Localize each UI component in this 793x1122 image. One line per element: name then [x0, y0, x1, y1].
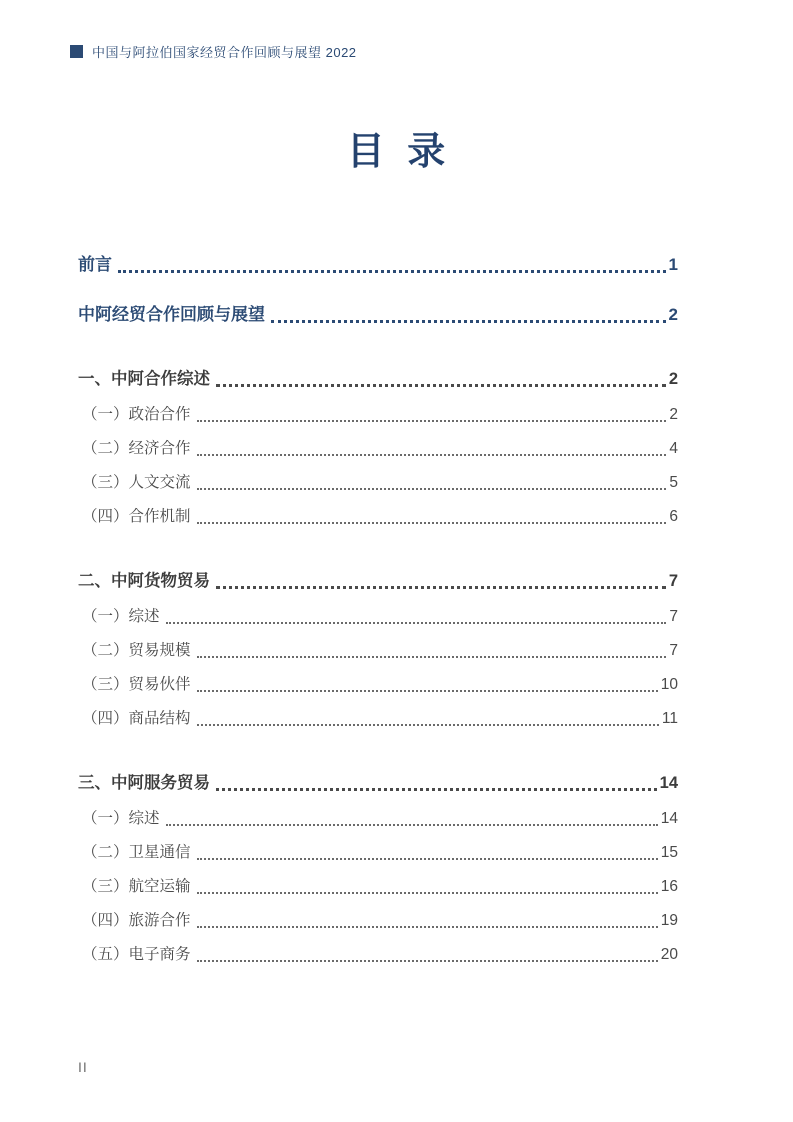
toc-entry-label: （三）人文交流 [82, 474, 191, 491]
toc-entry-page: 1 [668, 255, 678, 274]
toc-entry-label: （五）电子商务 [82, 946, 191, 963]
toc-leader-dots [197, 960, 658, 962]
toc-entry-page: 4 [669, 440, 678, 457]
toc-entry-label: （三）贸易伙伴 [82, 676, 191, 693]
toc-entry[interactable] [78, 771, 678, 795]
toc-entry-label: （四）商品结构 [82, 710, 191, 727]
toc-entry-label: 前言 [78, 255, 112, 274]
toc-entry-page: 16 [660, 878, 678, 895]
toc-entry[interactable] [78, 253, 678, 277]
toc-leader-dots [216, 586, 666, 589]
toc-entry[interactable] [78, 875, 678, 899]
toc-entry-label: （一）综述 [82, 810, 160, 827]
toc-entry-page: 5 [669, 474, 678, 491]
toc-entry-page: 11 [661, 710, 678, 727]
toc-entry-label: （一）综述 [82, 608, 160, 625]
toc-entry-label: （二）经济合作 [82, 440, 191, 457]
page-number: II [78, 1059, 88, 1075]
toc-entry-label: 二、中阿货物贸易 [78, 572, 210, 590]
table-of-contents [78, 253, 678, 977]
toc-entry-page: 6 [669, 508, 678, 525]
toc-entry-label: （四）旅游合作 [82, 912, 191, 929]
toc-leader-dots [197, 488, 667, 490]
toc-entry-page: 7 [669, 608, 678, 625]
toc-entry[interactable] [78, 909, 678, 933]
toc-entry[interactable] [78, 807, 678, 831]
toc-entry[interactable] [78, 569, 678, 593]
running-header-title: 中国与阿拉伯国家经贸合作回顾与展望 2022 [92, 45, 357, 60]
toc-entry-label: 中阿经贸合作回顾与展望 [78, 305, 265, 324]
toc-entry[interactable] [78, 437, 678, 461]
toc-entry[interactable] [78, 707, 678, 731]
toc-entry[interactable] [78, 367, 678, 391]
toc-entry[interactable] [78, 471, 678, 495]
toc-entry-page: 7 [669, 642, 678, 659]
toc-leader-dots [197, 522, 667, 524]
toc-entry[interactable] [78, 605, 678, 629]
toc-leader-dots [197, 690, 658, 692]
toc-entry[interactable] [78, 303, 678, 327]
toc-entry[interactable] [78, 505, 678, 529]
toc-entry-label: （一）政治合作 [82, 406, 191, 423]
toc-entry-label: 三、中阿服务贸易 [78, 774, 210, 792]
toc-leader-dots [197, 656, 667, 658]
toc-leader-dots [197, 858, 658, 860]
toc-leader-dots [197, 454, 667, 456]
toc-entry-page: 14 [659, 774, 678, 792]
toc-leader-dots [197, 892, 658, 894]
toc-entry[interactable] [78, 639, 678, 663]
toc-leader-dots [197, 926, 658, 928]
toc-entry-page: 19 [660, 912, 678, 929]
bullet-square-icon [70, 45, 83, 58]
toc-entry-page: 15 [660, 844, 678, 861]
toc-entry-page: 2 [668, 305, 678, 324]
toc-entry-label: （三）航空运输 [82, 878, 191, 895]
toc-entry[interactable] [78, 403, 678, 427]
toc-entry[interactable] [78, 841, 678, 865]
running-header [70, 42, 357, 61]
toc-leader-dots [216, 384, 666, 387]
toc-entry-label: 一、中阿合作综述 [78, 370, 210, 388]
toc-entry[interactable] [78, 943, 678, 967]
toc-leader-dots [197, 724, 659, 726]
toc-entry-label: （二）卫星通信 [82, 844, 191, 861]
toc-leader-dots [216, 788, 657, 791]
toc-entry-page: 2 [668, 370, 678, 388]
toc-leader-dots [271, 320, 666, 323]
toc-leader-dots [197, 420, 667, 422]
toc-entry-page: 20 [660, 946, 678, 963]
toc-entry-page: 10 [660, 676, 678, 693]
toc-entry[interactable] [78, 673, 678, 697]
toc-leader-dots [166, 824, 658, 826]
toc-leader-dots [118, 270, 666, 273]
page-title: 目 录 [346, 131, 447, 173]
toc-entry-page: 7 [668, 572, 678, 590]
toc-entry-page: 2 [669, 406, 678, 423]
toc-entry-label: （二）贸易规模 [82, 642, 191, 659]
toc-entry-page: 14 [660, 810, 678, 827]
toc-entry-label: （四）合作机制 [82, 508, 191, 525]
toc-leader-dots [166, 622, 667, 624]
